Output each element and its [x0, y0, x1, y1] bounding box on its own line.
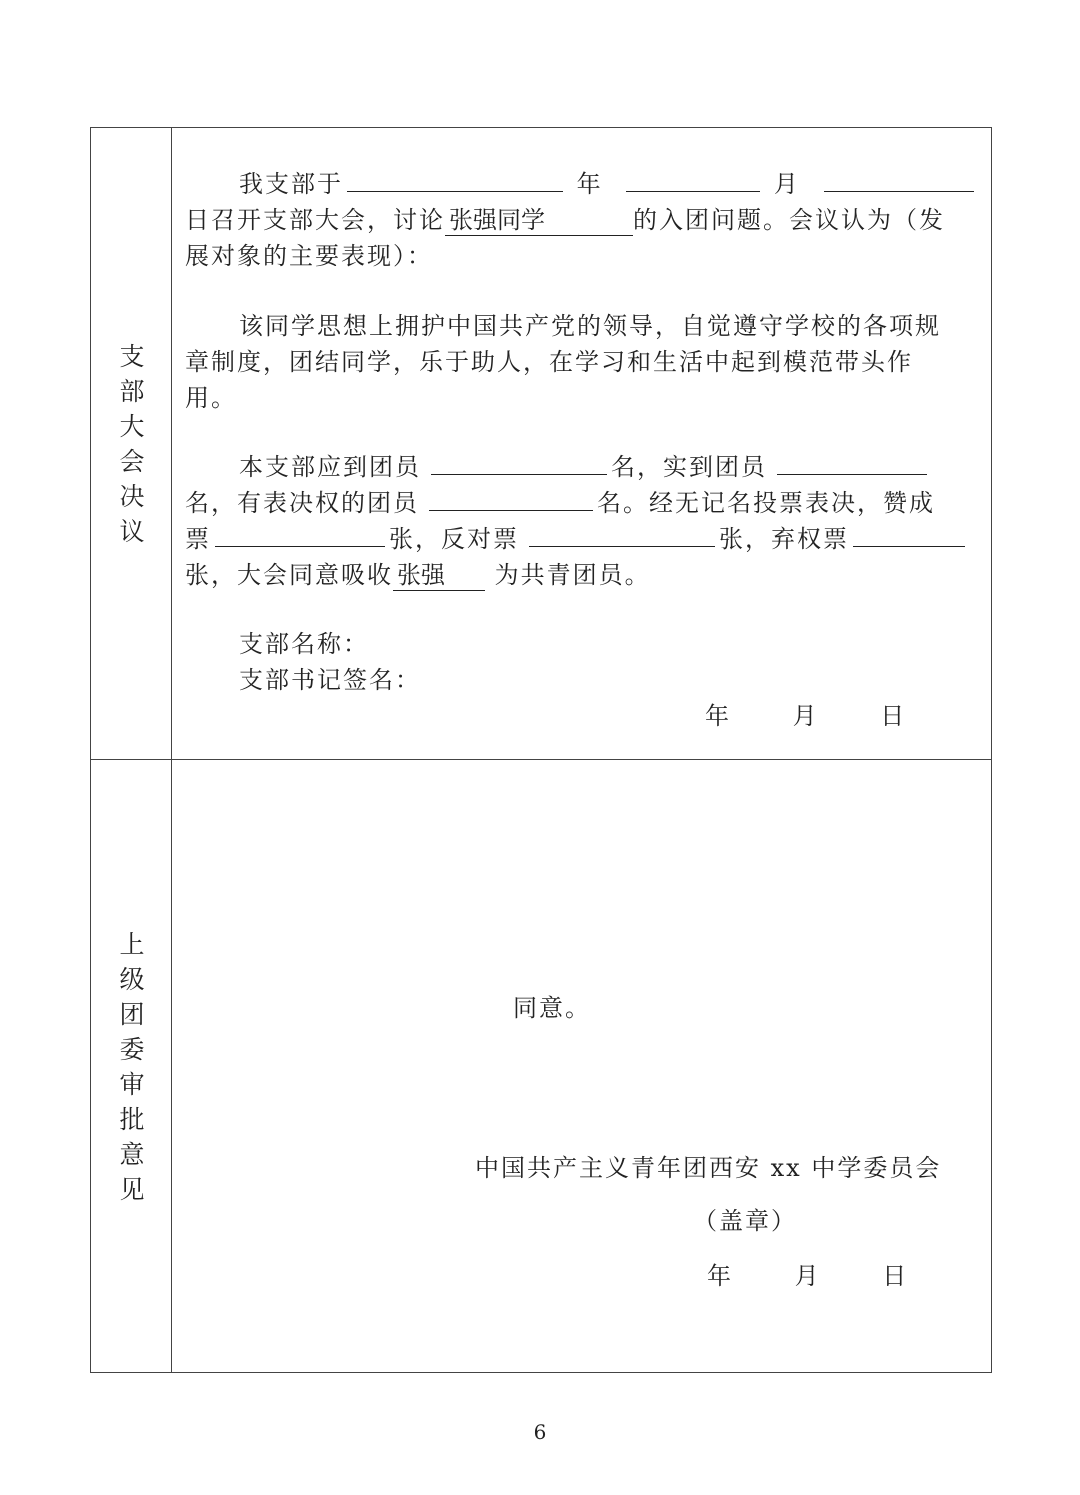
- no-votes-blank[interactable]: [529, 545, 715, 547]
- day-blank[interactable]: [824, 190, 974, 192]
- members-line-1: 本支部应到团员 名，实到团员: [239, 447, 931, 482]
- committee-name: 中国共产主义青年团西安 xx 中学委员会: [475, 1154, 942, 1182]
- meeting-topic-line: 日召开支部大会，讨论 张强同学 的入团问题。会议认为（发: [185, 200, 945, 236]
- section-label-branch-resolution: 支部大会决议: [119, 341, 145, 546]
- month-blank[interactable]: [626, 190, 760, 192]
- performance-text-line-3: 用。: [185, 384, 237, 412]
- voting-members-blank[interactable]: [429, 509, 593, 511]
- admission-line: 张，大会同意吸收 张强 为共青团员。: [185, 555, 651, 591]
- signature-date: 年 月 日: [705, 702, 907, 730]
- votes-line: 票 张，反对票 张，弃权票: [185, 519, 969, 554]
- year-blank[interactable]: [347, 190, 563, 192]
- seal-label: （盖章）: [693, 1207, 797, 1235]
- performance-text-line-1: 该同学思想上拥护中国共产党的领导，自觉遵守学校的各项规: [239, 312, 941, 340]
- section-label-superior-approval: 上级团委审批意见: [119, 929, 145, 1204]
- members-line-2: 名，有表决权的团员 名。经无记名投票表决，赞成: [185, 489, 935, 517]
- approval-form-table: [90, 127, 992, 1373]
- row-divider: [91, 759, 991, 760]
- admitted-name-field[interactable]: 张强: [393, 555, 485, 591]
- yes-votes-blank[interactable]: [215, 545, 385, 547]
- present-members-blank[interactable]: [777, 473, 927, 475]
- branch-name-label: 支部名称：: [239, 630, 369, 658]
- abstain-votes-blank[interactable]: [853, 545, 965, 547]
- meeting-date-line: 我支部于 年 月: [239, 164, 978, 199]
- page-number: 6: [533, 1420, 547, 1444]
- approval-opinion: 同意。: [513, 994, 591, 1022]
- candidate-name-field[interactable]: 张强同学: [445, 200, 633, 236]
- performance-heading: 展对象的主要表现）：: [185, 242, 433, 270]
- secretary-signature-label: 支部书记签名：: [239, 666, 421, 694]
- approval-date: 年 月 日: [707, 1262, 909, 1290]
- expected-members-blank[interactable]: [431, 473, 607, 475]
- performance-text-line-2: 章制度，团结同学，乐于助人，在学习和生活中起到模范带头作: [185, 348, 913, 376]
